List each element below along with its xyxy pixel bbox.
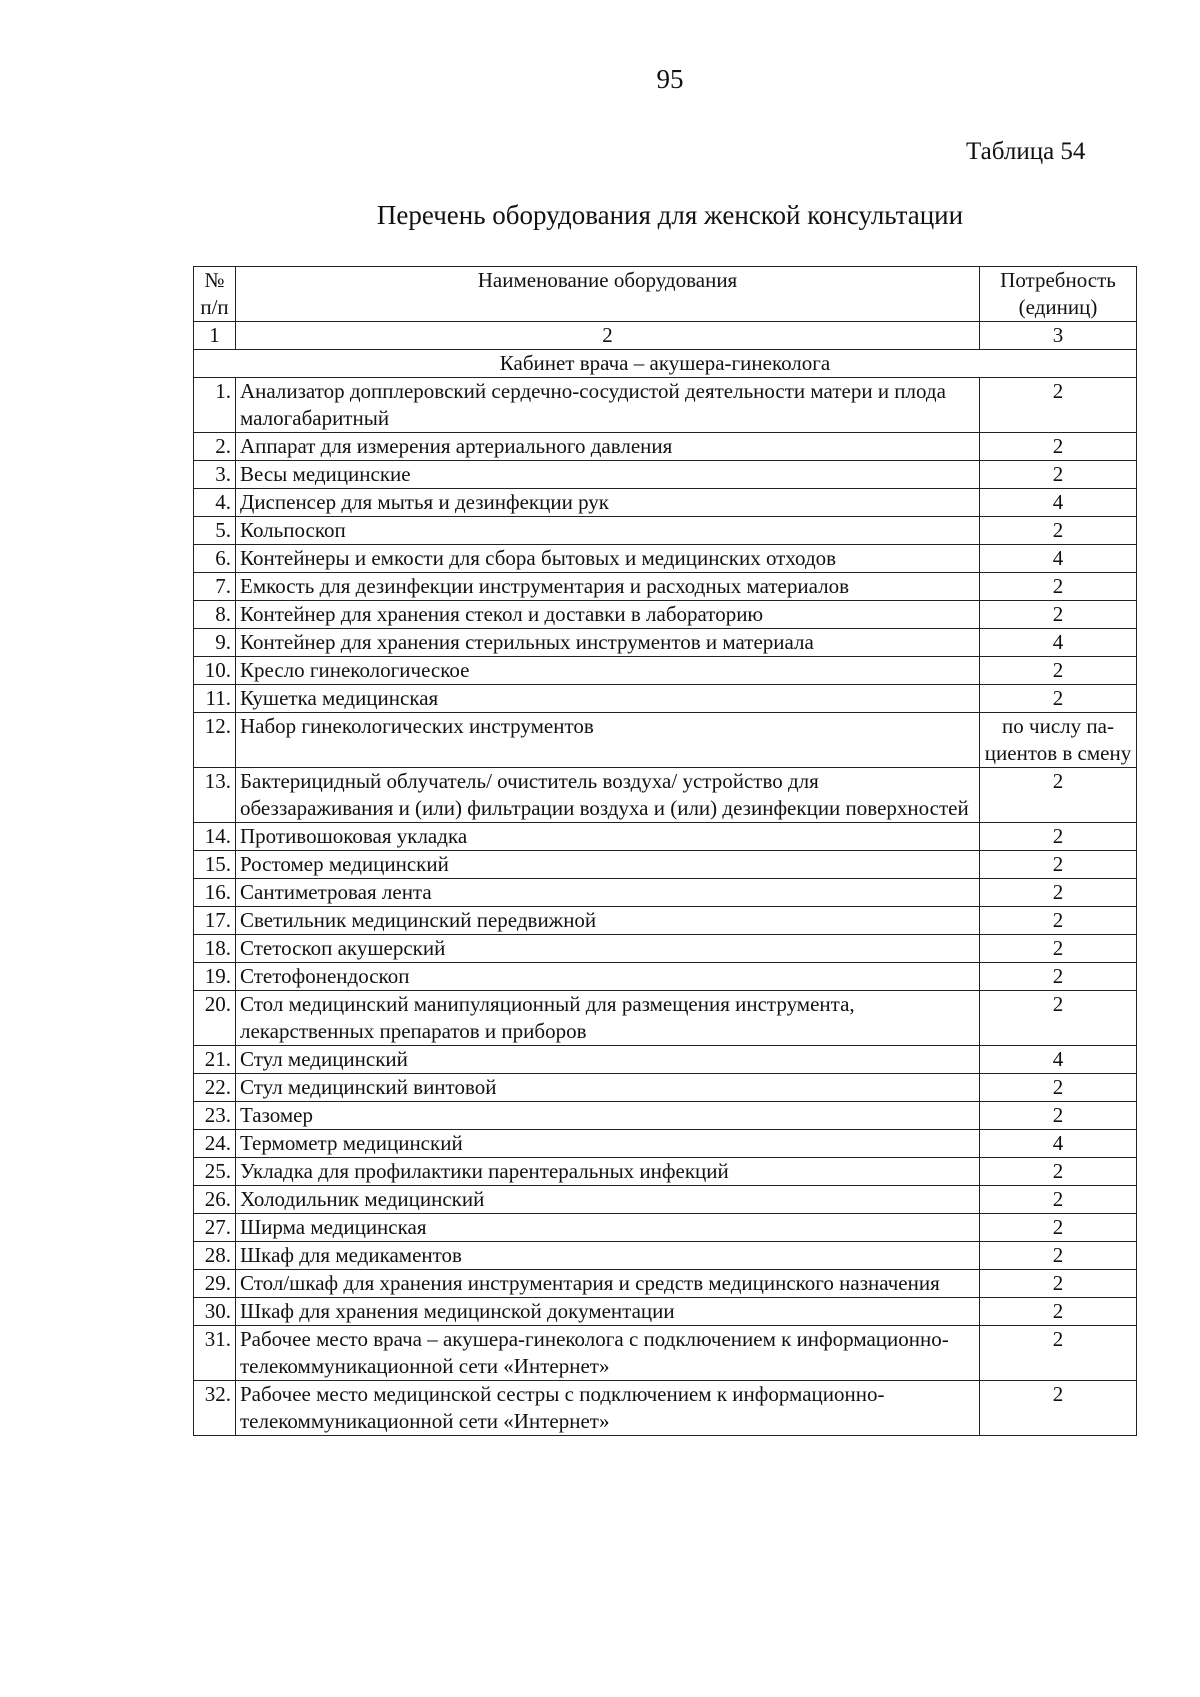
equipment-name: Тазомер [236, 1102, 980, 1130]
equipment-quantity: 4 [980, 629, 1137, 657]
table-row [194, 378, 1137, 433]
document-title: Перечень оборудования для женской консультации [376, 200, 964, 230]
equipment-quantity: 4 [980, 1046, 1137, 1074]
equipment-name: Стетофонендоскоп [236, 963, 980, 991]
equipment-quantity: 2 [980, 657, 1137, 685]
equipment-name: Ростомер медицинский [236, 851, 980, 879]
equipment-name: Стул медицинский [236, 1046, 980, 1074]
equipment-table [193, 266, 1137, 1436]
table-row [194, 1298, 1137, 1326]
equipment-name: Диспенсер для мытья и дезинфекции рук [236, 489, 980, 517]
table-row [194, 461, 1137, 489]
equipment-name: Стол/шкаф для хранения инструментария и средств медицинского назначения [236, 1270, 980, 1298]
header-name: Наименование оборудования [236, 267, 980, 322]
equipment-quantity: 2 [980, 517, 1137, 545]
table-row [194, 1074, 1137, 1102]
equipment-quantity: 2 [980, 1158, 1137, 1186]
header-num: № п/п [194, 267, 236, 322]
table-caption: Таблица 54 [966, 138, 1086, 165]
equipment-quantity: 2 [980, 935, 1137, 963]
row-number: 29. [194, 1270, 236, 1298]
equipment-quantity: 2 [980, 1298, 1137, 1326]
row-number: 25. [194, 1158, 236, 1186]
equipment-name: Шкаф для медикаментов [236, 1242, 980, 1270]
equipment-name: Емкость для дезинфекции инструментария и расходных материалов [236, 573, 980, 601]
page-number: 95 [656, 64, 684, 94]
row-number: 6. [194, 545, 236, 573]
equipment-name: Кольпоскоп [236, 517, 980, 545]
row-number: 19. [194, 963, 236, 991]
row-number: 31. [194, 1326, 236, 1381]
equipment-name: Контейнеры и емкости для сбора бытовых и медицинских отходов [236, 545, 980, 573]
section-row [194, 350, 1137, 378]
table-row [194, 601, 1137, 629]
equipment-name: Противошоковая укладка [236, 823, 980, 851]
row-number: 13. [194, 768, 236, 823]
equipment-quantity: 2 [980, 1270, 1137, 1298]
equipment-quantity: 2 [980, 879, 1137, 907]
equipment-quantity: 2 [980, 768, 1137, 823]
row-number: 2. [194, 433, 236, 461]
table-row [194, 1102, 1137, 1130]
table-row [194, 823, 1137, 851]
row-number: 27. [194, 1214, 236, 1242]
equipment-quantity: 2 [980, 1214, 1137, 1242]
row-number: 18. [194, 935, 236, 963]
table-row [194, 1242, 1137, 1270]
equipment-quantity: 2 [980, 1102, 1137, 1130]
equipment-name: Стетоскоп акушерский [236, 935, 980, 963]
equipment-name: Весы медицинские [236, 461, 980, 489]
equipment-quantity: 2 [980, 1186, 1137, 1214]
equipment-name: Кресло гинекологическое [236, 657, 980, 685]
row-number: 1. [194, 378, 236, 433]
table-row [194, 963, 1137, 991]
equipment-quantity: 2 [980, 907, 1137, 935]
equipment-quantity: 2 [980, 963, 1137, 991]
row-number: 32. [194, 1381, 236, 1436]
equipment-quantity: по числу па-циентов в смену [980, 713, 1137, 768]
row-number: 30. [194, 1298, 236, 1326]
equipment-quantity: 2 [980, 461, 1137, 489]
row-number: 5. [194, 517, 236, 545]
equipment-quantity: 2 [980, 1242, 1137, 1270]
table-row [194, 629, 1137, 657]
row-number: 16. [194, 879, 236, 907]
equipment-quantity: 2 [980, 823, 1137, 851]
equipment-name: Термометр медицинский [236, 1130, 980, 1158]
table-row [194, 657, 1137, 685]
equipment-quantity: 4 [980, 1130, 1137, 1158]
table-row [194, 1046, 1137, 1074]
table-row [194, 1186, 1137, 1214]
row-number: 8. [194, 601, 236, 629]
table-row [194, 1326, 1137, 1381]
section-title: Кабинет врача – акушера-гинеколога [194, 350, 1137, 378]
equipment-quantity: 4 [980, 489, 1137, 517]
table-row [194, 851, 1137, 879]
row-number: 10. [194, 657, 236, 685]
table-row [194, 1158, 1137, 1186]
col-number-2: 2 [236, 322, 980, 350]
row-number: 7. [194, 573, 236, 601]
row-number: 4. [194, 489, 236, 517]
table-row [194, 991, 1137, 1046]
row-number: 9. [194, 629, 236, 657]
table-row [194, 935, 1137, 963]
col-number-1: 1 [194, 322, 236, 350]
equipment-quantity: 2 [980, 573, 1137, 601]
equipment-name: Рабочее место врача – акушера-гинеколога с подключением к информационно-телекоммуникационной сети «Интернет» [236, 1326, 980, 1381]
table-row [194, 573, 1137, 601]
equipment-name: Набор гинекологических инструментов [236, 713, 980, 768]
table-row [194, 685, 1137, 713]
row-number: 3. [194, 461, 236, 489]
row-number: 28. [194, 1242, 236, 1270]
equipment-name: Холодильник медицинский [236, 1186, 980, 1214]
equipment-name: Контейнер для хранения стекол и доставки в лабораторию [236, 601, 980, 629]
table-row [194, 713, 1137, 768]
row-number: 22. [194, 1074, 236, 1102]
row-number: 17. [194, 907, 236, 935]
table-row [194, 489, 1137, 517]
equipment-name: Бактерицидный облучатель/ очиститель воздуха/ устройство для обеззараживания и (или) фильтрации воздуха и (или) дезинфекции поверхностей [236, 768, 980, 823]
equipment-name: Аппарат для измерения артериального давления [236, 433, 980, 461]
equipment-name: Шкаф для хранения медицинской документации [236, 1298, 980, 1326]
equipment-name: Кушетка медицинская [236, 685, 980, 713]
equipment-name: Укладка для профилактики парентеральных инфекций [236, 1158, 980, 1186]
table-row [194, 1130, 1137, 1158]
row-number: 24. [194, 1130, 236, 1158]
row-number: 26. [194, 1186, 236, 1214]
equipment-name: Стул медицинский винтовой [236, 1074, 980, 1102]
column-numbers-row [194, 322, 1137, 350]
equipment-name: Сантиметровая лента [236, 879, 980, 907]
equipment-quantity: 2 [980, 851, 1137, 879]
row-number: 12. [194, 713, 236, 768]
equipment-quantity: 2 [980, 1074, 1137, 1102]
header-qty: Потребность (единиц) [980, 267, 1137, 322]
row-number: 14. [194, 823, 236, 851]
row-number: 21. [194, 1046, 236, 1074]
table-row [194, 1381, 1137, 1436]
table-row [194, 517, 1137, 545]
equipment-quantity: 2 [980, 601, 1137, 629]
table-row [194, 1214, 1137, 1242]
row-number: 20. [194, 991, 236, 1046]
equipment-quantity: 2 [980, 991, 1137, 1046]
row-number: 23. [194, 1102, 236, 1130]
col-number-3: 3 [980, 322, 1137, 350]
equipment-name: Ширма медицинская [236, 1214, 980, 1242]
table-row [194, 879, 1137, 907]
table-row [194, 433, 1137, 461]
table-row [194, 545, 1137, 573]
equipment-quantity: 2 [980, 433, 1137, 461]
row-number: 15. [194, 851, 236, 879]
table-row [194, 907, 1137, 935]
equipment-name: Контейнер для хранения стерильных инструментов и материала [236, 629, 980, 657]
table-row [194, 1270, 1137, 1298]
equipment-quantity: 2 [980, 685, 1137, 713]
equipment-quantity: 2 [980, 378, 1137, 433]
equipment-quantity: 2 [980, 1381, 1137, 1436]
equipment-quantity: 2 [980, 1326, 1137, 1381]
equipment-name: Стол медицинский манипуляционный для размещения инструмента, лекарственных препаратов и приборов [236, 991, 980, 1046]
equipment-quantity: 4 [980, 545, 1137, 573]
table-header-row [194, 267, 1137, 322]
equipment-name: Светильник медицинский передвижной [236, 907, 980, 935]
row-number: 11. [194, 685, 236, 713]
table-row [194, 768, 1137, 823]
equipment-table-body [194, 267, 1137, 1436]
equipment-name: Рабочее место медицинской сестры с подключением к информационно-телекоммуникационной сети «Интернет» [236, 1381, 980, 1436]
equipment-name: Анализатор допплеровский сердечно-сосудистой деятельности матери и плода малогабаритный [236, 378, 980, 433]
